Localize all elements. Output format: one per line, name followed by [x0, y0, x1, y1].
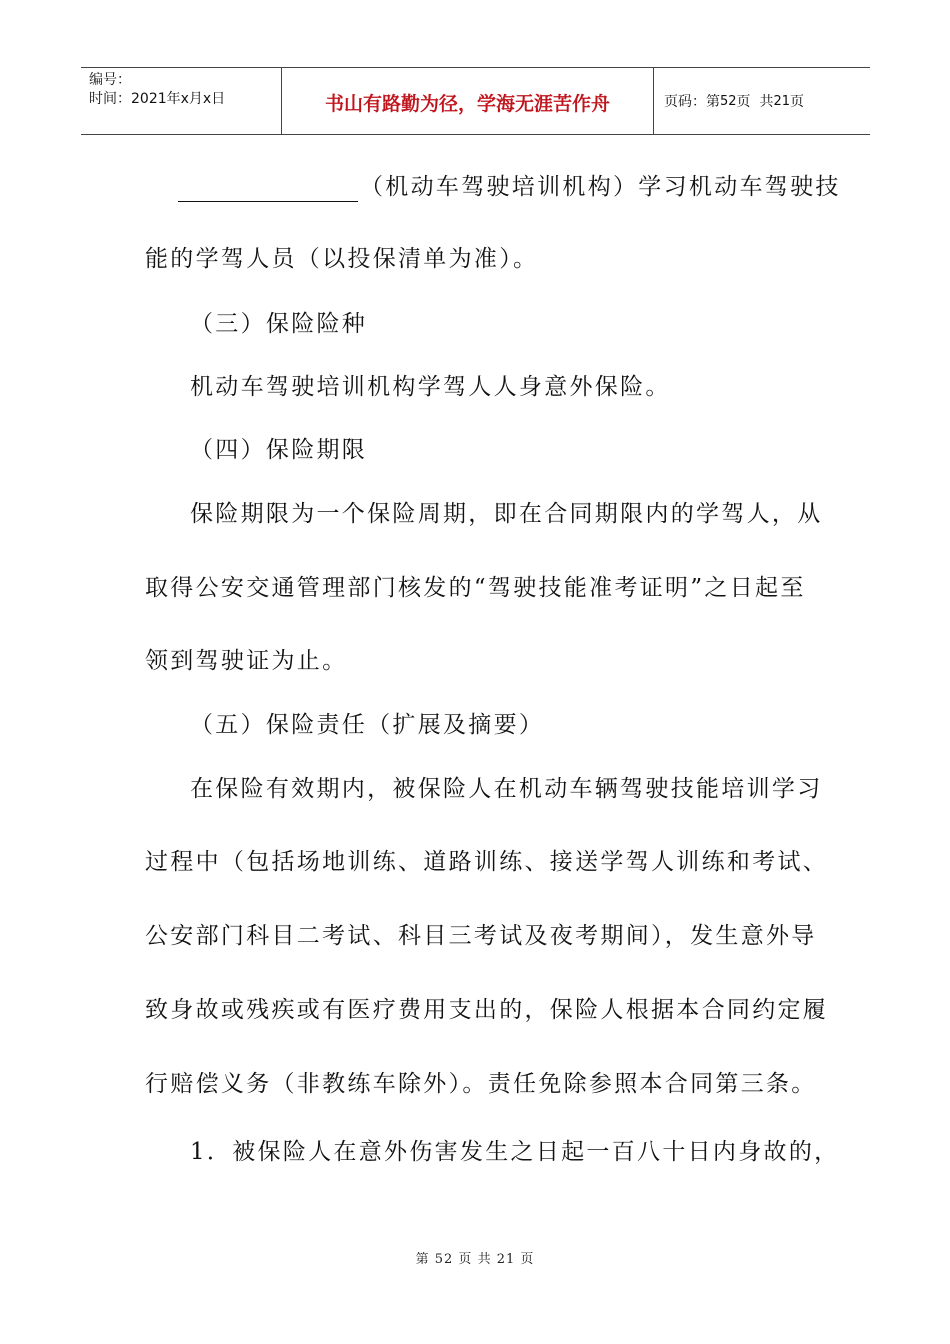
doc-date: 时间：2021年x月x日	[89, 91, 226, 107]
section-heading-3: （三）保险险种	[190, 311, 368, 337]
body-line-4: 机动车驾驶培训机构学驾人人身意外保险。	[190, 374, 671, 400]
body-line-2: 能的学驾人员（以投保清单为准）。	[145, 246, 539, 272]
section-heading-4: （四）保险期限	[190, 437, 368, 463]
header-meta	[81, 68, 282, 134]
body-line-14: 行赔偿义务（非教练车除外）。责任免除参照本合同第三条。	[145, 1071, 817, 1097]
body-line-13: 致身故或残疾或有医疗费用支出的，保险人根据本合同约定履	[145, 997, 829, 1023]
body-line-7: 取得公安交通管理部门核发的“驾驶技能准考证明”之日起至	[145, 575, 806, 601]
body-line-8: 领到驾驶证为止。	[145, 648, 348, 674]
section-heading-5: （五）保险责任（扩展及摘要）	[190, 712, 545, 738]
page-prefix: 页码：第	[664, 94, 720, 110]
header-motto: 书山有路勤为径，学海无涯苦作舟	[282, 68, 654, 134]
page-header	[81, 67, 870, 135]
body-line-6: 保险期限为一个保险周期，即在合同期限内的学驾人，从	[190, 501, 823, 527]
body-line-12: 公安部门科目二考试、科目三考试及夜考期间），发生意外导	[145, 923, 817, 949]
fill-in-blank	[178, 179, 358, 202]
doc-code-label: 编号：	[89, 72, 131, 88]
body-line-11: 过程中（包括场地训练、道路训练、接送学驾人训练和考试、	[145, 849, 829, 875]
page-total: 21	[773, 93, 790, 109]
page-current: 52	[720, 93, 737, 109]
page-footer: 第 52 页 共 21 页	[415, 1252, 535, 1267]
page-mid: 页 共	[736, 94, 774, 110]
body-line-15: 1．被保险人在意外伤害发生之日起一百八十日内身故的，	[190, 1139, 840, 1165]
body-text: （机动车驾驶培训机构）学习机动车驾驶技	[360, 174, 841, 200]
page-suffix: 页	[790, 94, 804, 110]
body-line-10: 在保险有效期内，被保险人在机动车辆驾驶技能培训学习	[190, 776, 823, 802]
header-page-info	[654, 68, 870, 134]
body-line-1	[178, 172, 841, 202]
